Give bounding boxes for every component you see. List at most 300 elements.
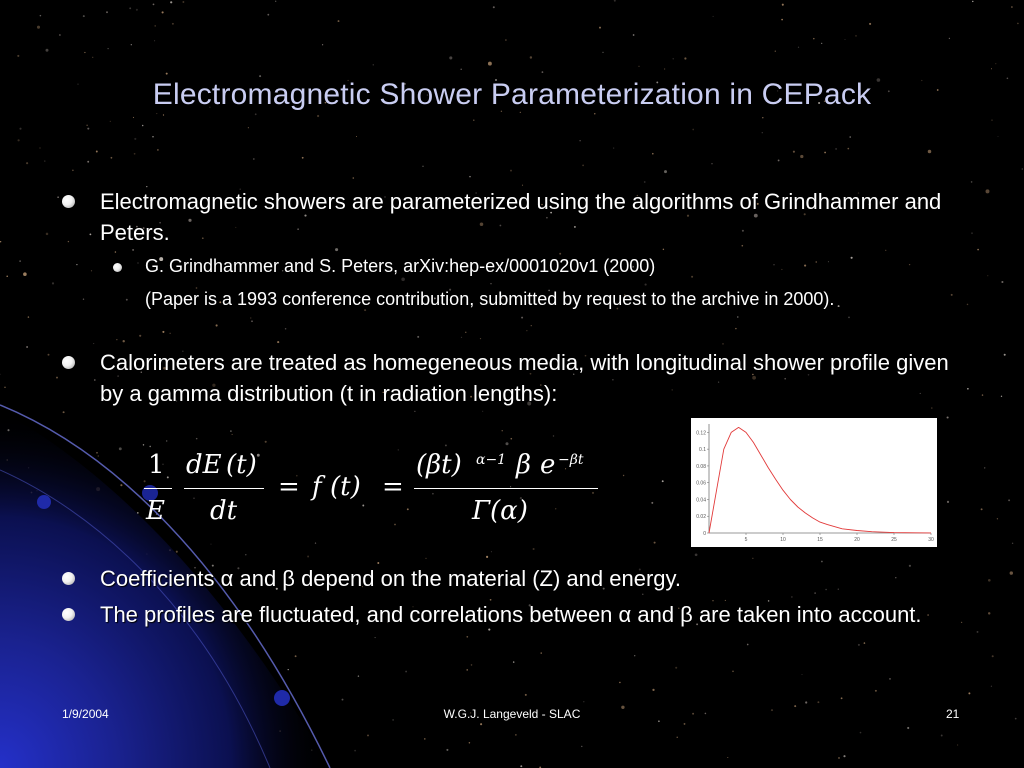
star (232, 434, 233, 435)
star (813, 38, 815, 40)
star (338, 20, 340, 22)
y-tick-label: 0.08 (696, 463, 706, 470)
star (521, 317, 523, 319)
star (673, 58, 674, 59)
star (737, 316, 738, 317)
star (417, 336, 419, 338)
star (782, 4, 784, 6)
star (46, 49, 49, 52)
star (997, 518, 998, 519)
star (288, 669, 289, 670)
star (315, 542, 316, 543)
star (230, 430, 232, 432)
star (502, 430, 503, 431)
star (531, 325, 532, 326)
star (843, 755, 845, 757)
star (57, 196, 59, 198)
star (94, 379, 96, 381)
formula-dt: dt (210, 496, 238, 526)
star (510, 438, 512, 440)
star (582, 165, 584, 167)
star (869, 23, 871, 25)
star (123, 340, 125, 342)
star (322, 44, 323, 45)
star (91, 270, 92, 271)
star (824, 152, 826, 154)
formula-f: f (312, 472, 322, 502)
star (855, 35, 856, 36)
star (469, 742, 471, 744)
y-tick-label: 0.1 (699, 447, 706, 454)
star (583, 701, 584, 702)
formula-fraction-bar (144, 488, 172, 489)
star (801, 674, 802, 675)
star (533, 548, 535, 550)
star (988, 612, 990, 614)
star (302, 157, 304, 159)
star (126, 299, 128, 301)
star (791, 596, 792, 597)
star (513, 661, 514, 662)
star (72, 169, 74, 171)
star (275, 1, 276, 2)
bullet-coefficients: Coefficients α and β depend on the material (Z) and energy. (100, 566, 682, 591)
star (154, 40, 155, 41)
star (889, 678, 891, 680)
star (885, 250, 886, 251)
star (48, 354, 50, 356)
star (987, 275, 988, 276)
star (134, 153, 136, 155)
star (4, 387, 5, 388)
star (991, 68, 992, 69)
star (471, 664, 473, 666)
star (251, 320, 253, 322)
footer-author: W.G.J. Langeveld - SLAC (443, 707, 581, 721)
sub-bullet-dot (113, 263, 122, 272)
star (98, 455, 99, 456)
star (835, 148, 837, 150)
star (982, 394, 983, 395)
star (317, 115, 319, 117)
star (83, 15, 85, 17)
star (469, 176, 471, 178)
star (991, 686, 992, 687)
bullet-showers: Electromagnetic showers are parameterized using the algorithms of Grindhammer and Peters. (100, 189, 942, 245)
star (858, 644, 860, 646)
star (248, 127, 249, 128)
star (762, 117, 763, 118)
star (142, 125, 144, 127)
star (134, 138, 136, 140)
star (553, 435, 554, 436)
star (793, 151, 795, 153)
formula-t: (t) (226, 450, 257, 480)
star (107, 48, 108, 49)
star (170, 333, 171, 334)
star (39, 147, 40, 148)
star (847, 148, 849, 150)
star (176, 551, 178, 553)
star (210, 544, 211, 545)
star (129, 7, 131, 9)
star (505, 39, 507, 41)
formula-equals: = (382, 472, 404, 502)
star (841, 697, 843, 699)
x-tick-label: 30 (928, 537, 934, 543)
star (335, 248, 338, 251)
x-tick-label: 15 (817, 537, 823, 543)
star (947, 416, 949, 418)
star (196, 438, 198, 440)
star (695, 553, 698, 556)
star (172, 23, 174, 25)
star (367, 734, 369, 736)
star (425, 558, 426, 559)
formula-one: 1 (148, 450, 165, 480)
star (19, 128, 21, 130)
y-tick-label: 0.02 (696, 514, 706, 521)
star (132, 249, 134, 251)
star (354, 750, 356, 752)
star (414, 411, 415, 412)
star (644, 181, 646, 183)
footer-date: 1/9/2004 (62, 707, 109, 721)
star (116, 339, 117, 340)
star (163, 114, 164, 115)
star (56, 377, 58, 379)
gamma-profile-chart (691, 418, 937, 547)
star (259, 75, 261, 77)
star (265, 441, 267, 443)
star (1010, 571, 1013, 574)
star (68, 241, 69, 242)
star (1011, 6, 1013, 8)
formula-beta: β (516, 450, 532, 480)
formula-fraction-bar (414, 488, 598, 489)
star (136, 9, 138, 11)
star (157, 149, 159, 151)
star (947, 501, 949, 503)
star (482, 411, 483, 412)
star (93, 343, 94, 344)
x-tick-label: 20 (854, 537, 860, 543)
star (216, 324, 218, 326)
star (110, 121, 111, 122)
star (692, 129, 694, 131)
star (255, 113, 257, 115)
star (1022, 168, 1024, 170)
star (277, 341, 279, 343)
star (515, 734, 516, 735)
star (986, 189, 990, 193)
star (490, 283, 491, 284)
star (541, 652, 542, 653)
star (992, 655, 994, 657)
star (875, 690, 877, 692)
star (86, 125, 87, 126)
formula-equals: = (278, 472, 300, 502)
star (307, 556, 309, 558)
star (37, 26, 40, 29)
star (115, 251, 117, 253)
star (23, 272, 27, 276)
star (342, 699, 344, 701)
star (96, 452, 98, 454)
star (634, 655, 635, 656)
star (602, 52, 603, 53)
star (977, 249, 979, 251)
star (988, 579, 991, 582)
star (526, 330, 527, 331)
gamma-distribution-formula (138, 448, 608, 538)
star (486, 556, 488, 558)
star (510, 170, 512, 172)
star (654, 542, 656, 544)
star (139, 335, 141, 337)
sub-bullet-note: (Paper is a 1993 conference contribution, submitted by request to the archive in 2000). (145, 289, 835, 309)
star (466, 669, 468, 671)
star (941, 735, 943, 737)
star (949, 38, 950, 39)
star (663, 249, 664, 250)
star (520, 765, 522, 767)
star (713, 16, 714, 17)
star (491, 551, 492, 552)
star (967, 304, 969, 306)
star (267, 14, 269, 16)
star (579, 140, 580, 141)
star (285, 328, 287, 330)
star (133, 117, 134, 118)
series-line (709, 427, 931, 533)
star (250, 317, 251, 318)
x-tick-label: 25 (891, 537, 897, 543)
star (505, 442, 508, 445)
star (991, 119, 992, 120)
bullet-dot (62, 356, 75, 369)
star (981, 508, 983, 510)
star (633, 34, 635, 36)
star (844, 39, 845, 40)
formula-E: E (146, 496, 165, 526)
star (1001, 396, 1002, 397)
star (711, 163, 712, 164)
star (154, 25, 156, 27)
star (652, 153, 654, 155)
star (957, 744, 958, 745)
star (28, 316, 29, 317)
star (995, 63, 996, 64)
star (662, 480, 664, 482)
star (732, 670, 734, 672)
star (1012, 543, 1013, 544)
star (460, 69, 462, 71)
star (623, 475, 624, 476)
star (375, 637, 376, 638)
star (752, 558, 753, 559)
star (798, 47, 799, 48)
star (353, 177, 355, 179)
star (156, 113, 157, 114)
star (120, 484, 122, 486)
star (480, 723, 482, 725)
star (684, 723, 686, 725)
x-tick-label: 10 (780, 537, 786, 543)
star (800, 155, 803, 158)
star (63, 411, 65, 413)
star (461, 337, 462, 338)
formula-fraction-bar (184, 488, 264, 489)
star (466, 636, 468, 638)
star (821, 43, 822, 44)
star (684, 57, 686, 59)
star (245, 554, 246, 555)
star (6, 276, 8, 278)
star (162, 331, 164, 333)
star (864, 642, 866, 644)
star (675, 667, 677, 669)
star (19, 260, 21, 262)
star (26, 162, 28, 164)
star (46, 233, 49, 236)
formula-exponent: −βt (558, 452, 584, 468)
star (90, 234, 92, 236)
star (153, 4, 155, 6)
star (182, 1, 184, 3)
star (849, 136, 851, 138)
gamma-profile-plot (691, 418, 937, 547)
star (838, 757, 839, 758)
star (1008, 499, 1010, 501)
star (166, 440, 167, 441)
star (781, 19, 783, 21)
star (446, 749, 448, 751)
star (722, 343, 723, 344)
star (613, 148, 614, 149)
star (1004, 354, 1006, 356)
star (52, 282, 54, 284)
star (295, 655, 297, 657)
formula-t2: (t) (330, 472, 361, 502)
star (170, 1, 172, 3)
star (997, 136, 998, 137)
x-tick-label: 5 (744, 537, 748, 543)
y-tick-label: 0.04 (696, 497, 706, 504)
star (83, 299, 84, 300)
star (968, 692, 970, 694)
star (143, 444, 144, 445)
star (860, 732, 862, 734)
star (775, 51, 776, 52)
star (111, 157, 113, 159)
star (977, 631, 979, 633)
star (92, 57, 93, 58)
star (971, 232, 973, 234)
star (762, 132, 763, 133)
formula-dE: dE (186, 450, 222, 480)
star (44, 160, 45, 161)
star (805, 701, 807, 703)
star (131, 44, 132, 45)
star (119, 447, 122, 450)
footer-page-number: 21 (946, 707, 960, 721)
star (87, 128, 89, 130)
star (488, 62, 492, 66)
star (152, 136, 153, 137)
star (465, 332, 466, 333)
star (162, 11, 164, 13)
star (106, 11, 108, 13)
star (166, 73, 168, 75)
star (525, 694, 527, 696)
formula-gamma: Γ(α) (472, 496, 528, 526)
star (664, 170, 667, 173)
bullet-dot (62, 572, 75, 585)
star (984, 467, 985, 468)
bullet-fluctuations: The profiles are fluctuated, and correlations between α and β are taken into account. (100, 602, 922, 627)
star (59, 34, 61, 36)
star (581, 746, 582, 747)
star (445, 444, 447, 446)
bullet-calorimeters: Calorimeters are treated as homegeneous media, with longitudinal shower profile given by a gamma distribution (t in radiation lengths): (100, 350, 949, 406)
star (727, 757, 728, 758)
orbit-dot (37, 495, 51, 509)
star (1017, 23, 1019, 25)
star (651, 502, 653, 504)
star (405, 671, 407, 673)
orbit-dot (274, 690, 290, 706)
slide-title: Electromagnetic Shower Parameterization in CEPack (152, 78, 872, 111)
sub-bullet-reference: G. Grindhammer and S. Peters, arXiv:hep-ex/0001020v1 (2000) (145, 256, 656, 276)
star (848, 317, 850, 319)
star (530, 56, 532, 58)
star (652, 689, 654, 691)
star (76, 264, 77, 265)
star (40, 15, 42, 17)
star (17, 55, 19, 57)
star (356, 136, 357, 137)
star (599, 27, 601, 29)
star (84, 52, 85, 53)
star (149, 446, 151, 448)
star (480, 338, 481, 339)
star (137, 262, 138, 263)
star (493, 6, 495, 8)
star (664, 68, 665, 69)
star (87, 161, 89, 163)
star (638, 66, 639, 67)
star (358, 675, 359, 676)
formula-e: e (540, 450, 556, 480)
star (373, 64, 374, 65)
star (967, 388, 969, 390)
star (594, 113, 595, 114)
star (778, 159, 780, 161)
star (1001, 281, 1003, 283)
formula-beta-t: (βt) (416, 450, 462, 480)
star (449, 56, 452, 59)
star (928, 150, 932, 154)
star (817, 701, 819, 703)
star (542, 71, 544, 73)
star (424, 738, 426, 740)
star (253, 158, 255, 160)
star (473, 120, 474, 121)
bullet-dot (62, 195, 75, 208)
star (677, 737, 678, 738)
star (18, 139, 20, 141)
